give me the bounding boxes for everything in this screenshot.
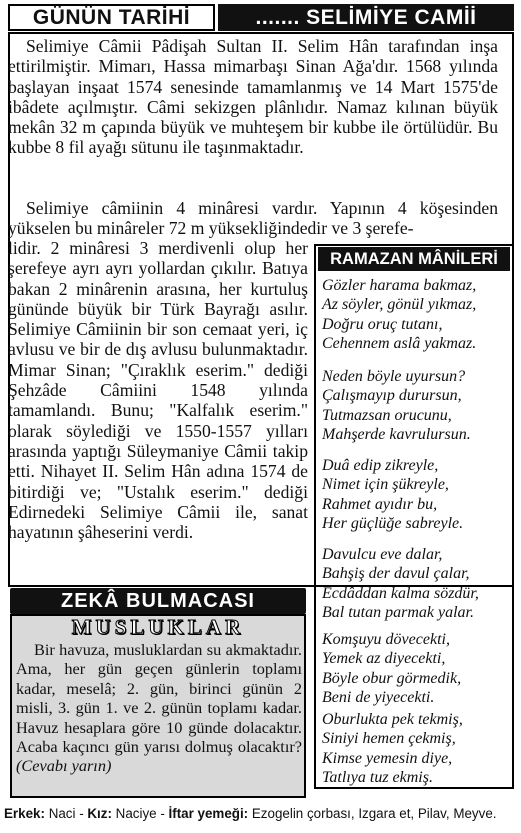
article-paragraph-2-top: Selimiye câmiinin 4 minâresi vardır. Yapının 4 köşesinden yükselen bu minâreler 72 m yüksekliğindedir ve 3 şerefe- bbox=[8, 198, 498, 239]
kiz-label: Kız: bbox=[87, 806, 112, 821]
verse-line: Yemek az diyecekti, bbox=[322, 650, 446, 668]
verse-line: Komşuyu dövecekti, bbox=[322, 631, 450, 648]
mani-verse-5 bbox=[322, 630, 508, 708]
mani-verse-6 bbox=[322, 710, 508, 788]
verse-line: Doğru oruç tutanı, bbox=[322, 315, 443, 333]
verse-line: Mahşerde kavrulursun. bbox=[322, 426, 471, 444]
verse-line: Çalışmayıp durursun, bbox=[322, 387, 462, 405]
verse-line: Kimse yemesin diye, bbox=[322, 749, 453, 767]
verse-line: Oburlukta pek tekmiş, bbox=[322, 711, 463, 728]
mani-verse-3 bbox=[322, 456, 508, 534]
answer-note: (Cevabı yarın) bbox=[16, 756, 112, 776]
verse-line: Siniyi hemen çekmiş, bbox=[322, 730, 456, 748]
verse-line: Her güçlüğe sabreyle. bbox=[322, 515, 464, 533]
puzzle-subtitle: MUSLUKLAR bbox=[71, 615, 245, 639]
verse-line: Duâ edip zikreyle, bbox=[322, 457, 439, 474]
iftar-label: İftar yemeği: bbox=[168, 806, 249, 821]
verse-line: Rahmet ayıdır bu, bbox=[322, 495, 438, 513]
iftar-menu: Ezogelin çorbası, Izgara et, Pilav, Meyve. bbox=[251, 806, 497, 821]
verse-line: Tatlıya tuz ekmiş. bbox=[322, 769, 433, 787]
verse-line: Tutmazsan orucunu, bbox=[322, 406, 452, 424]
article-title-selimiye-camii: ....... SELİMİYE CAMİİ bbox=[218, 4, 514, 31]
verse-line: Az söyler, gönül yıkmaz, bbox=[322, 296, 477, 314]
verse-line: Gözler harama bakmaz, bbox=[322, 277, 477, 294]
mani-verse-1 bbox=[322, 276, 508, 354]
mani-verse-2 bbox=[322, 367, 508, 445]
mani-verse-4 bbox=[322, 545, 508, 623]
verse-line: Davulcu eve dalar, bbox=[322, 546, 443, 563]
footer-info: Erkek: Naci - Kız: Naciye - İftar yemeği: Ezogelin çorbası, Izgara et, Pilav, Meyve. bbox=[4, 806, 497, 821]
article-paragraph-1: Selimiye Câmii Pâdişah Sultan II. Selim Hân tarafından inşa ettirilmiştir. Mimarı, Hassa mimarbaşı Sinan Ağa'dır. 1568 yılında başlayan inşaat 1574 senesinde tamamlanmış ve 14 Mart 1575'de ibâdete açılmıştır. Câmi sekizgen plânlıdır. Namaz kılınan büyük mekân 32 m çapında büyük ve muhteşem bir kubbe ile örtülüdür. Bu kubbe 8 fil ayağı sütunu ile taşınmaktadır. bbox=[8, 36, 498, 158]
kiz-name: Naciye bbox=[115, 806, 157, 821]
puzzle-question: Bir havuza, musluklardan su akmaktadır. Ama, her gün geçen günlerin toplamı kadar, meselâ; 2. gün, birinci günün 2 misli, 3. gün 1. ve 2. günün toplamı kadar. Havuz hesaplara göre 10 günde dolacaktır. Acaba kaçıncı gün yarısı dolmuş olacaktır? bbox=[16, 640, 302, 757]
verse-line: Böyle obur görmedik, bbox=[322, 669, 462, 687]
verse-line: Bahşiş der davul çalar, bbox=[322, 565, 470, 583]
puzzle-text bbox=[16, 640, 302, 776]
section-title-gunun-tarihi: GÜNÜN TARİHİ bbox=[8, 4, 215, 31]
verse-line: Bal tutan parmak yalar. bbox=[322, 604, 474, 622]
verse-line: Nimet için şükreyle, bbox=[322, 476, 449, 494]
zeka-bulmacasi-title: ZEKÂ BULMACASI bbox=[10, 588, 306, 614]
article-paragraph-2-column: lidir. 2 minâresi 3 merdivenli olup her şerefeye ayrı ayrı yollardan çıkılır. Batıya bakan 2 minârenin arasına, her kurtuluş gününde büyük bir Türk Bayrağı asılır. Selimiye Câmiinin bir son cemaat yeri, iç avlusu ve bir de dış avlusu bulunmaktadır. Mimar Sinan; "Çıraklık eserim." dediği Şehzâde Câmiini 1548 yılında tamamlandı. Bunu; "Kalfalık eserim." olarak söylediği ve 1550-1557 yılları arasında yaptığı Süleymaniye Câmii takip etti. Nihayet II. Selim Hân adına 1574 de bitirdiği ve; "Ustalık eserim." dediği Edirnedeki Selimiye Câmii ile, sanat hayatının şâheserini verdi. bbox=[8, 238, 308, 543]
erkek-name: Naci bbox=[48, 806, 76, 821]
verse-line: Beni de yiyecekti. bbox=[322, 689, 435, 707]
verse-line: Cehennem aslâ yakmaz. bbox=[322, 335, 477, 353]
erkek-label: Erkek: bbox=[4, 806, 45, 821]
verse-line: Neden böyle uyursun? bbox=[322, 368, 466, 385]
manileri-title: RAMAZAN MÂNİLERİ bbox=[318, 247, 510, 271]
verse-line: Ecdâddan kalma sözdür, bbox=[322, 584, 479, 602]
